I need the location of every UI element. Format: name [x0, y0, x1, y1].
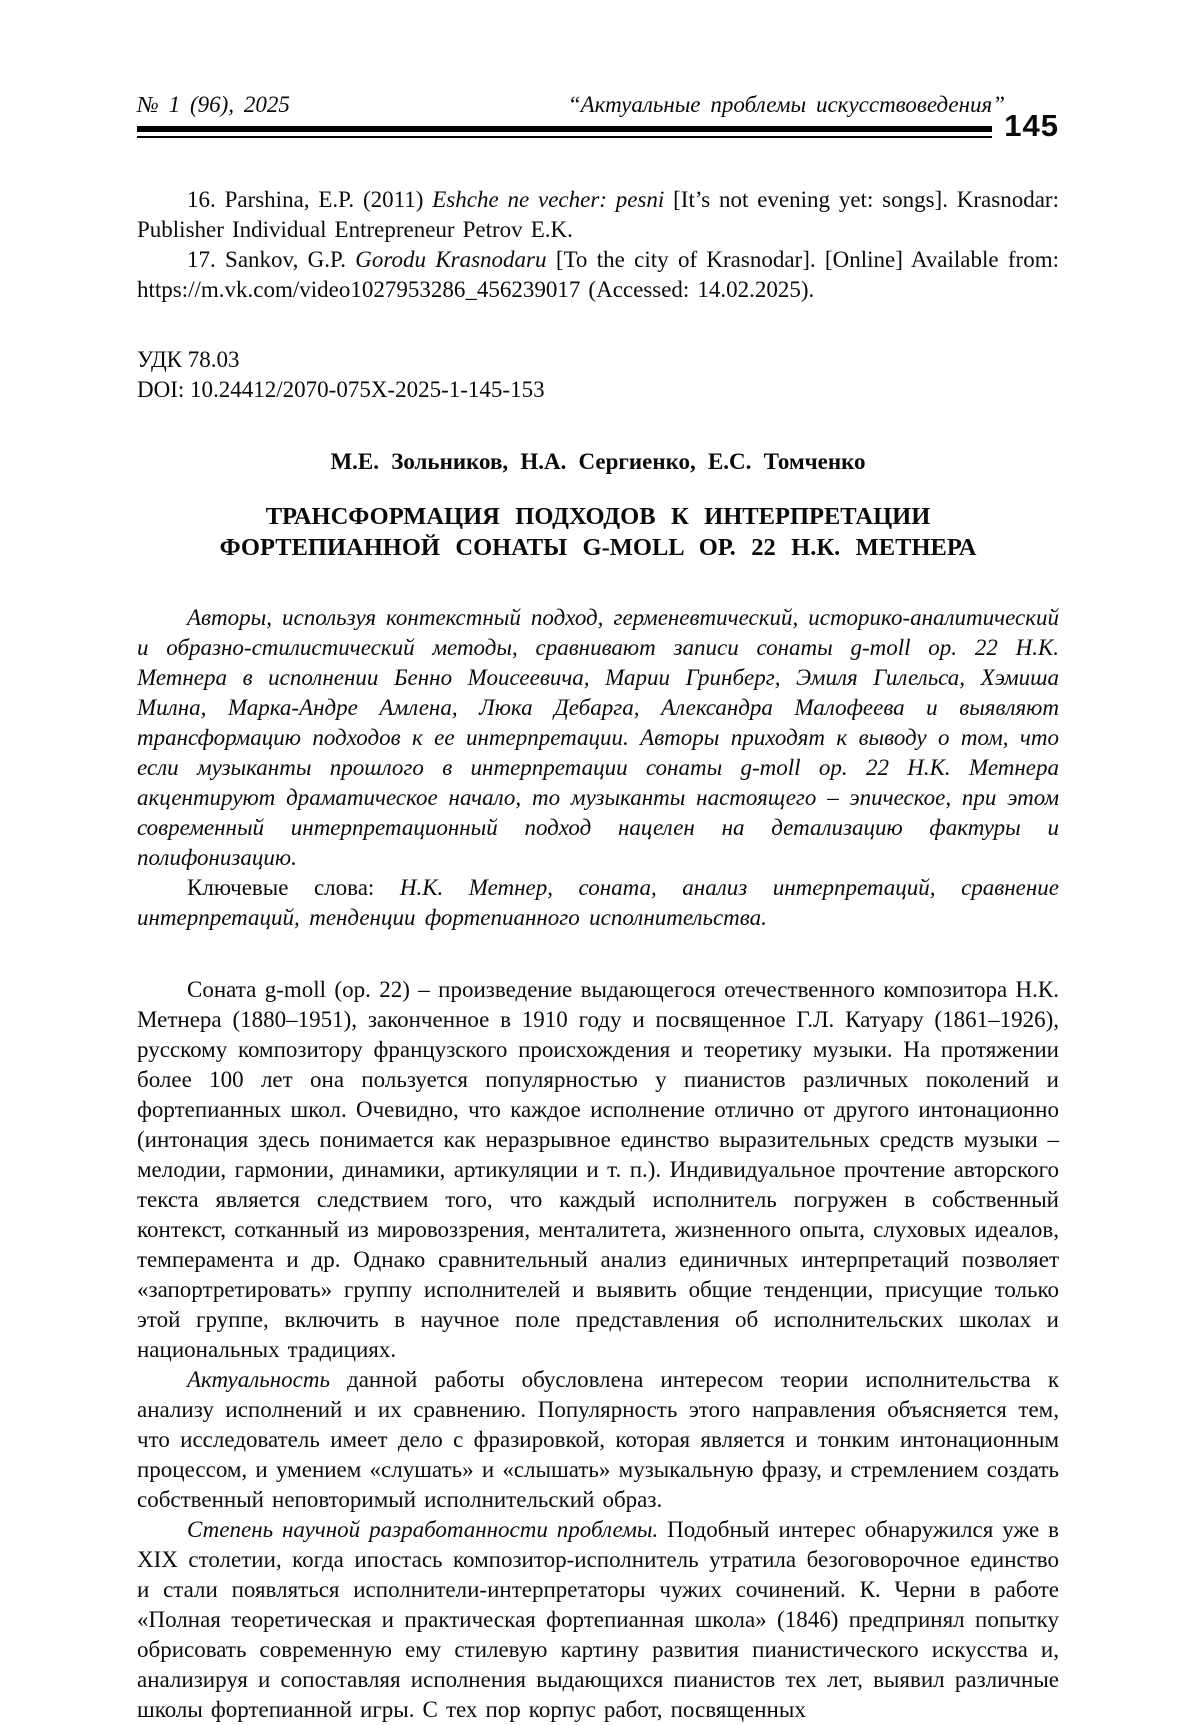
body-paragraph-2: Актуальность данной работы обусловлена интересом теории исполнительства к анализу исполнений и их сравнению. Популярность этого направления объясняется тем, что исследователь имеет дело с фразировкой, которая является и тонким интонационным процессом, и умением «слушать» и «слышать» музыкальную фразу, и стремлением создать собственный неповторимый исполнительский образ. — [137, 1367, 1059, 1512]
page-content — [137, 92, 1059, 1725]
article-meta — [137, 345, 1059, 405]
article-title — [137, 501, 1059, 563]
reference-item-16: 16. Parshina, E.P. (2011) Eshche ne vecher: pesni [It’s not evening yet: songs]. Krasnodar: Publisher Individual Entrepreneur Petrov E.K. — [137, 187, 1059, 242]
body-paragraph-3: Степень научной разработанности проблемы. Подобный интерес обнаружился уже в XIX столетии, когда ипостась композитор-исполнитель утратила безоговорочное единство и стали появляться исполнители-интерпретаторы чужих сочинений. К. Черни в работе «Полная теоретическая и практическая фортепианная школа» (1846) предпринял попытку обрисовать современную ему стилевую картину развития пианистического искусства и, анализируя и сопоставляя исполнения выдающихся пианистов тех лет, выявил различные школы фортепианной игры. С тех пор корпус работ, посвященных — [137, 1517, 1059, 1722]
keywords-line: Ключевые слова: Н.К. Метнер, соната, анализ интерпретаций, сравнение интерпретаций, тенденции фортепианного исполнительства. — [137, 875, 1059, 930]
authors-line: М.Е. Зольников, Н.А. Сергиенко, Е.С. Томченко — [330, 449, 866, 474]
article-title-line2: ФОРТЕПИАННОЙ СОНАТЫ G-MOLL ОР. 22 Н.К. МЕТНЕРА — [219, 534, 977, 561]
article-body — [137, 975, 1059, 1725]
journal-title: “Актуальные проблемы искусствоведения” — [567, 92, 1005, 117]
reference-item-17: 17. Sankov, G.P. Gorodu Krasnodaru [To the city of Krasnodar]. [Online] Available from: https://m.vk.com/video1027953286_456239017 (Accessed: 14.02.2025). — [137, 247, 1059, 302]
header-rule-row — [137, 108, 1059, 143]
body-paragraph-1: Соната g-moll (ор. 22) – произведение выдающегося отечественного композитора Н.К. Метнера (1880–1951), законченное в 1910 году и посвященное Г.Л. Катуару (1861–1926), русскому композитору французского происхождения и теоретику музыки. На протяжении более 100 лет она пользуется популярностью у пианистов различных поколений и фортепианных школ. Очевидно, что каждое исполнение отлично от другого интонационно (интонация здесь понимается как неразрывное единство выразительных средств музыки – мелодии, гармонии, динамики, артикуляции и т. п.). Индивидуальное прочтение авторского текста является следствием того, что каждый исполнитель погружен в собственный контекст, сотканный из мировоззрения, менталитета, жизненного опыта, слуховых идеалов, темперамента и др. Однако сравнительный анализ единичных интерпретаций позволяет «запортретировать» группу исполнителей и выявить общие тенденции, присущие только этой группе, включить в научное поле представления об исполнительских школах и национальных традициях. — [137, 977, 1059, 1362]
article-title-line1: ТРАНСФОРМАЦИЯ ПОДХОДОВ К ИНТЕРПРЕТАЦИИ — [265, 503, 931, 530]
udk-code: УДК 78.03 — [137, 347, 240, 372]
doi-code: DOI: 10.24412/2070-075X-2025-1-145-153 — [137, 377, 545, 402]
running-head — [137, 92, 1005, 118]
header-rule-thin — [137, 136, 992, 138]
page-header — [137, 92, 1059, 141]
issue-label: № 1 (96), 2025 — [137, 92, 290, 117]
header-rule — [137, 126, 992, 138]
abstract-text: Авторы, используя контекстный подход, герменевтический, историко-аналитический и образно-стилистический методы, сравнивают записи сонаты g-moll ор. 22 Н.К. Метнера в исполнении Бенно Моисеевича, Марии Гринберг, Эмиля Гилельса, Хэмиша Милна, Марка-Андре Амлена, Люка Дебарга, Александра Малофеева и выявляют трансформацию подходов к ее интерпретации. Авторы приходят к выводу о том, что если музыканты прошлого в интерпретации сонаты g-moll ор. 22 Н.К. Метнера акцентируют драматическое начало, то музыканты настоящего – эпическое, при этом современный интерпретационный подход нацелен на детализацию фактуры и полифонизацию. — [137, 605, 1059, 870]
page-number: 145 — [1004, 108, 1059, 143]
references-section — [137, 185, 1059, 305]
header-rule-thick — [137, 126, 992, 132]
abstract-section — [137, 603, 1059, 933]
